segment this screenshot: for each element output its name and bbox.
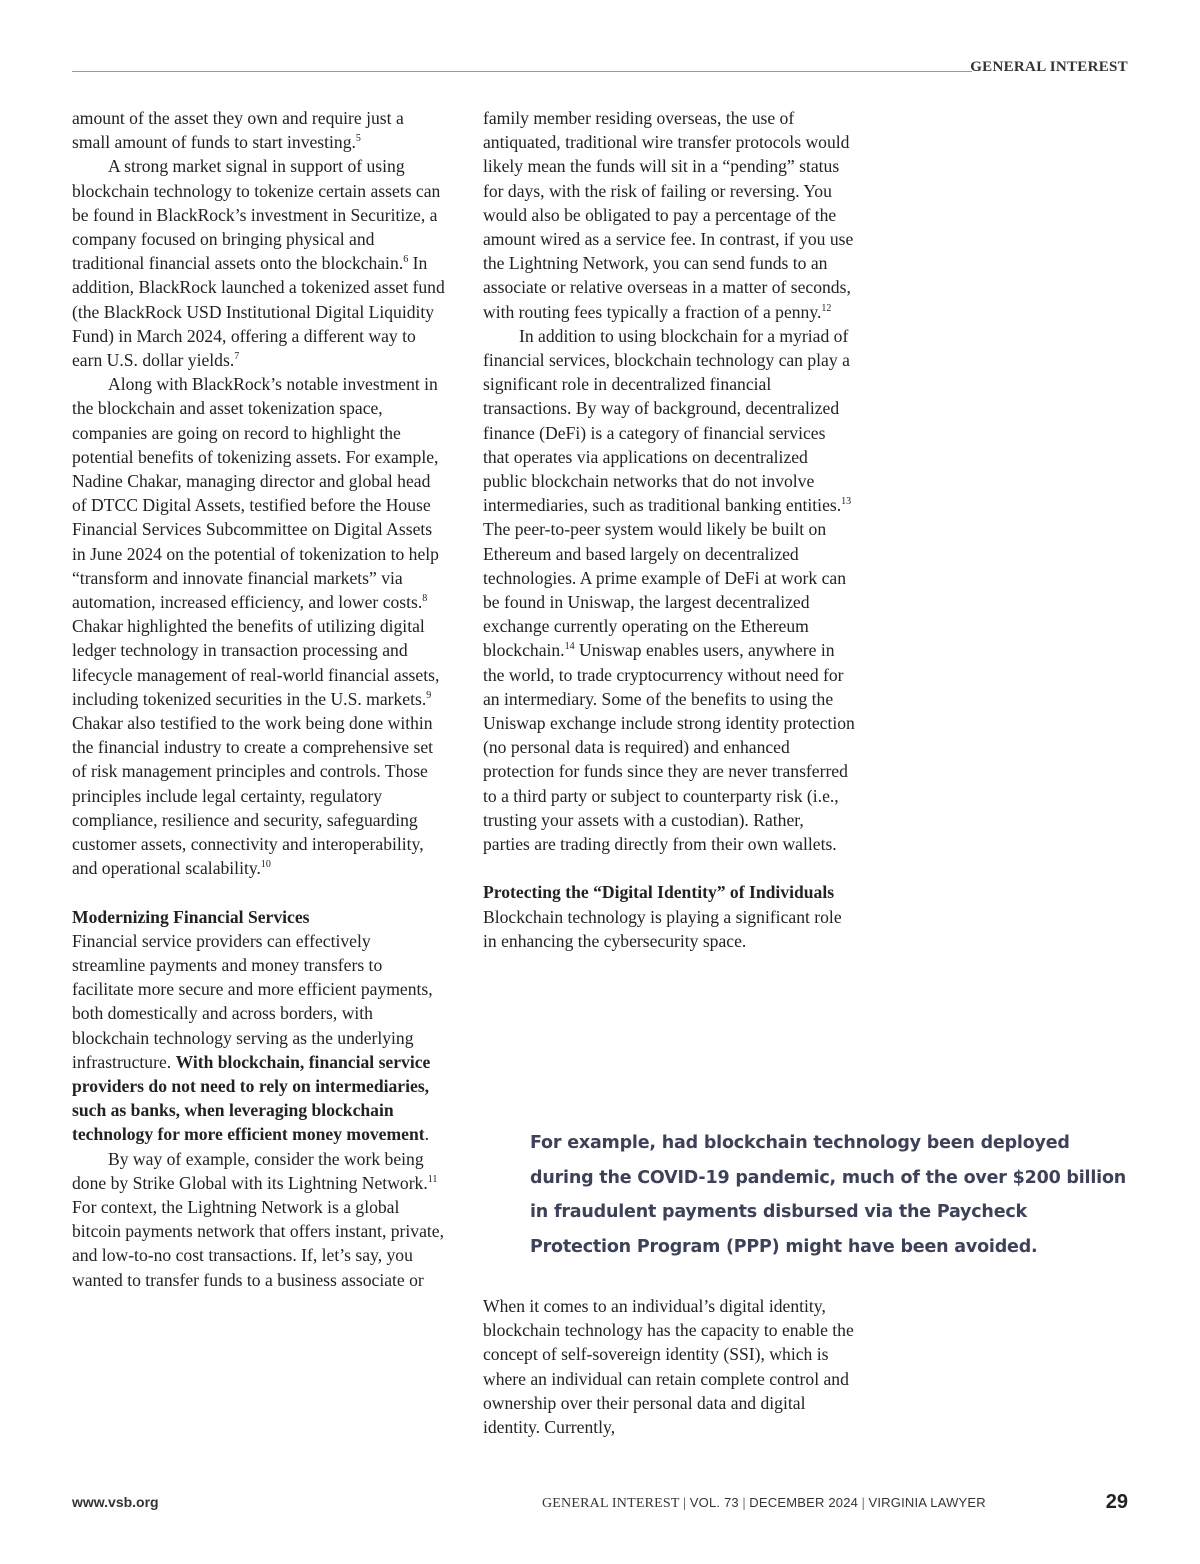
footer-volume: VOL. 73 (689, 1495, 739, 1510)
paragraph: amount of the asset they own and require just a small amount of funds to start investing.$^5$ (72, 108, 404, 153)
paragraph: Blockchain technology is playing a significant role in enhancing the cybersecurity space. (483, 906, 842, 951)
footer-issue-info: GENERAL INTEREST | VOL. 73 | DECEMBER 2024 | VIRGINIA LAWYER (542, 1495, 986, 1511)
footnote-ref: 6 (403, 254, 409, 266)
paragraph: Along with BlackRock’s notable investment in the blockchain and asset tokenization space, companies are going on record to highlight the potential benefits of tokenizing assets. For example, Nadine Chakar, managing director and global head of DTCC Digital Assets, testified before the House Financial Services Subcommittee on Digital Assets in June 2024 on the potential of tokenization to help “transform and innovate financial markets” via automation, increased efficiency, and lower costs.$^8$ Chakar highlighted the benefits of utilizing digital ledger technology in transaction processing and lifecycle management of real-world financial assets, including tokenized securities in the U.S. markets.$^9$ Chakar also testified to the work being done within the financial industry to create a comprehensive set of risk management principles and controls. Those principles include legal certainty, regulatory compliance, resilience and security, safeguarding customer assets, connectivity and interoperability, and operational scalability.$^{10}$ (72, 374, 440, 879)
footer-publication: VIRGINIA LAWYER (868, 1495, 986, 1510)
header-rule (72, 71, 972, 72)
footnote-ref: 14 (564, 641, 575, 653)
footnote-ref: 7 (234, 351, 240, 363)
section-heading: Modernizing Financial Services (72, 906, 310, 927)
footnote-ref: 5 (355, 133, 361, 145)
paragraph: By way of example, consider the work being done by Strike Global with its Lightning Network.$^{11}$ For context, the Lightning Network is a global bitcoin payments network that offers instant, private, and low-to-no cost transactions. If, let’s say, you wanted to transfer funds to a business associate or (72, 1148, 444, 1290)
section-heading: Protecting the “Digital Identity” of Individuals (483, 882, 835, 903)
emphasis: With blockchain, financial service providers do not need to rely on intermediaries, such as banks, when leveraging blockchain technology for more efficient money movement (72, 1051, 431, 1145)
paragraph: When it comes to an individual’s digital identity, blockchain technology has the capacity to enable the concept of self-sovereign identity (SSI), which is where an individual can retain complete control and ownership over their personal data and digital identity. Currently, (483, 1296, 854, 1438)
running-head: GENERAL INTEREST (970, 59, 1128, 75)
footnote-ref: 11 (427, 1173, 438, 1185)
paragraph: family member residing overseas, the use of antiquated, traditional wire transfer protocols would likely mean the funds will sit in a “pending” status for days, with the risk of failing or reversing. You would also be obligated to pay a percentage of the amount wired as a service fee. In contrast, if you use the Lightning Network, you can send funds to an associate or relative overseas in a matter of seconds, with routing fees typically a fraction of a penny.$^{12}$ (483, 108, 854, 322)
footnote-ref: 9 (426, 690, 432, 702)
right-column (483, 106, 855, 953)
footnote-ref: 12 (821, 302, 832, 314)
right-column-lower (483, 1294, 855, 1439)
pull-quote: For example, had blockchain technology been deployed during the COVID-19 pandemic, much of the over $200 billion in fraudulent payments disbursed via the Paycheck Protection Program (PPP) might have been avoided. (530, 1133, 1127, 1257)
page-number: 29 (1105, 1491, 1128, 1513)
left-column (72, 106, 446, 1292)
footnote-ref: 13 (841, 496, 852, 508)
footer-date: DECEMBER 2024 (749, 1495, 859, 1510)
footer-website: www.vsb.org (72, 1494, 159, 1510)
footnote-ref: 10 (260, 859, 271, 871)
paragraph: In addition to using blockchain for a myriad of financial services, blockchain technology can play a significant role in decentralized financial transactions. By way of background, decentralized finance (DeFi) is a category of financial services that operates via applications on decentralized public blockchain networks that do not involve intermediaries, such as traditional banking entities.$^{13}$ The peer-to-peer system would likely be built on Ethereum and based largely on decentralized technologies. A prime example of DeFi at work can be found in Uniswap, the largest decentralized exchange currently operating on the Ethereum blockchain.$^{14}$ Uniswap enables users, anywhere in the world, to trade cryptocurrency without need for an intermediary. Some of the benefits to using the Uniswap exchange include strong identity protection (no personal data is required) and enhanced protection for funds since they are never transferred to a third party or subject to counterparty risk (i.e., trusting your assets with a custodian). Rather, parties are trading directly from their own wallets. (483, 325, 855, 855)
footer-section: GENERAL INTEREST (542, 1496, 680, 1511)
footnote-ref: 8 (422, 593, 428, 605)
paragraph: A strong market signal in support of using blockchain technology to tokenize certain assets can be found in BlackRock’s investment in Securitize, a company focused on bringing physical and traditional financial assets onto the blockchain.$^6$ In addition, BlackRock launched a tokenized asset fund (the BlackRock USD Institutional Digital Liquidity Fund) in March 2024, offering a different way to earn U.S. dollar yields.$^7$ (72, 156, 445, 371)
paragraph: Financial service providers can effectively streamline payments and money transfers to facilitate more secure and more efficient payments, both domestically and across borders, with blockchain technology serving as the underlying infrastructure. With blockchain, financial service providers do not need to rely on intermediaries, such as banks, when leveraging blockchain technology for more efficient money movement. (72, 930, 433, 1145)
